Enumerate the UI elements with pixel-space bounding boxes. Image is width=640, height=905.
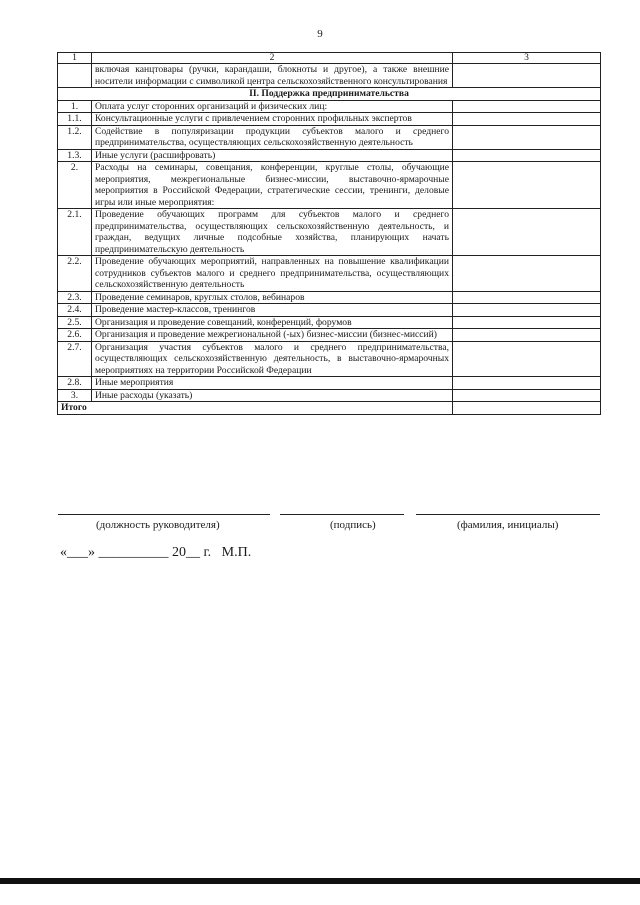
header-col-3: 3: [453, 53, 601, 64]
date-stamp-line: «___» __________ 20__ г. М.П.: [60, 545, 252, 560]
table-row: [58, 316, 601, 329]
amount-cell: [453, 113, 601, 126]
row-text: Иные мероприятия: [92, 377, 453, 390]
total-label: Итого: [58, 402, 453, 415]
position-label: (должность руководителя): [96, 519, 220, 531]
row-number: 2.4.: [58, 304, 92, 317]
row-number: 3.: [58, 389, 92, 402]
amount-cell: [453, 291, 601, 304]
row-number: 2.7.: [58, 341, 92, 377]
row-number: 2.2.: [58, 256, 92, 292]
row-text: Проведение мастер-классов, тренингов: [92, 304, 453, 317]
section-row: [58, 88, 601, 101]
amount-cell: [453, 125, 601, 149]
row-text: Проведение семинаров, круглых столов, вебинаров: [92, 291, 453, 304]
table-row: [58, 162, 601, 209]
amount-cell: [453, 329, 601, 342]
amount-cell: [453, 389, 601, 402]
continuation-row: [58, 64, 601, 88]
row-text: Консультационные услуги с привлечением сторонних профильных экспертов: [92, 113, 453, 126]
row-number: 1.2.: [58, 125, 92, 149]
name-label: (фамилия, инициалы): [457, 519, 559, 531]
row-text: Оплата услуг сторонних организаций и физических лиц:: [92, 100, 453, 113]
table-row: [58, 341, 601, 377]
amount-cell: [453, 377, 601, 390]
table-row: [58, 113, 601, 126]
row-number: [58, 64, 92, 88]
name-line: [416, 514, 600, 515]
row-number: 1.: [58, 100, 92, 113]
amount-cell: [453, 341, 601, 377]
scan-edge-rule: [0, 878, 640, 884]
row-number: 2.5.: [58, 316, 92, 329]
row-text: Организация и проведение межрегиональной (-ых) бизнес-миссии (бизнес-миссий): [92, 329, 453, 342]
row-text: Иные услуги (расшифровать): [92, 149, 453, 162]
expense-table-body: [58, 53, 601, 415]
amount-cell: [453, 256, 601, 292]
amount-cell: [453, 162, 601, 209]
continuation-text: включая канцтовары (ручки, карандаши, блокноты и другое), а также внешние носители информации с символикой центра сельскохозяйственного консультирования: [92, 64, 453, 88]
table-row: [58, 100, 601, 113]
header-col-2: 2: [92, 53, 453, 64]
row-number: 2.3.: [58, 291, 92, 304]
amount-cell: [453, 149, 601, 162]
total-row: [58, 402, 601, 415]
table-row: [58, 149, 601, 162]
table-row: [58, 125, 601, 149]
table-row: [58, 304, 601, 317]
row-number: 2.6.: [58, 329, 92, 342]
section-title: II. Поддержка предпринимательства: [58, 88, 601, 101]
signature-lines: [58, 514, 600, 515]
row-number: 2.1.: [58, 209, 92, 256]
signature-line: [280, 514, 404, 515]
position-line: [58, 514, 270, 515]
row-text: Содействие в популяризации продукции субъектов малого и среднего предпринимательства, осуществляющих сельскохозяйственную деятельность: [92, 125, 453, 149]
row-text: Проведение обучающих мероприятий, направленных на повышение квалификации сотрудников субъектов малого и среднего предпринимательства, осуществляющих сельскохозяйственную деятельность: [92, 256, 453, 292]
amount-cell: [453, 100, 601, 113]
table-header-row: [58, 53, 601, 64]
row-text: Организация участия субъектов малого и среднего предпринимательства, осуществляющих сельскохозяйственную деятельность, в выставочно-ярмарочных мероприятиях на территории Российской Федерации: [92, 341, 453, 377]
table-row: [58, 256, 601, 292]
amount-cell: [453, 64, 601, 88]
amount-cell: [453, 316, 601, 329]
amount-cell: [453, 304, 601, 317]
row-text: Расходы на семинары, совещания, конференции, круглые столы, обучающие мероприятия, межрегиональные бизнес-миссии, выставочно-ярмарочные мероприятия в Российской Федерации, стратегические сессии, тренинги, деловые игры или иные мероприятия:: [92, 162, 453, 209]
total-amount-cell: [453, 402, 601, 415]
row-number: 1.3.: [58, 149, 92, 162]
row-text: Иные расходы (указать): [92, 389, 453, 402]
table-row: [58, 291, 601, 304]
page-number: 9: [317, 28, 323, 40]
signature-label: (подпись): [330, 519, 376, 531]
row-number: 2.8.: [58, 377, 92, 390]
amount-cell: [453, 209, 601, 256]
header-col-1: 1: [58, 53, 92, 64]
table-row: [58, 329, 601, 342]
expense-table: [57, 52, 601, 415]
table-row: [58, 389, 601, 402]
table-row: [58, 209, 601, 256]
row-text: Проведение обучающих программ для субъектов малого и среднего предпринимательства, осуществляющих сельскохозяйственную деятельность, и граждан, ведущих личные подсобные хозяйства, планирующих начать предпринимательскую деятельность: [92, 209, 453, 256]
row-number: 2.: [58, 162, 92, 209]
row-text: Организация и проведение совещаний, конференций, форумов: [92, 316, 453, 329]
row-number: 1.1.: [58, 113, 92, 126]
table-row: [58, 377, 601, 390]
